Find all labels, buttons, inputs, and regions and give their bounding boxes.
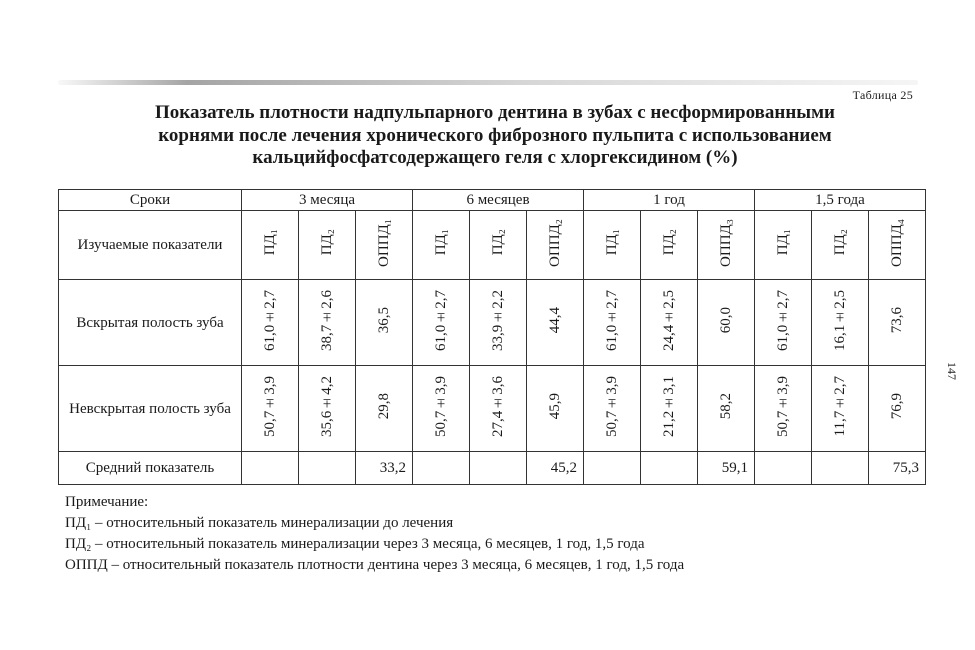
column-header-text: ПД₂ bbox=[831, 229, 848, 256]
column-header bbox=[812, 211, 869, 280]
note-line: ПД₂ – относительный показатель минерализации через 3 месяца, 6 месяцев, 1 год, 1,5 года bbox=[65, 536, 645, 552]
column-header-text: ПД₁ bbox=[774, 229, 791, 256]
cell-value: 21,2±3,1 bbox=[660, 375, 677, 437]
column-header-text: ПД₂ bbox=[489, 229, 506, 256]
table-cell bbox=[755, 452, 812, 485]
table-cell bbox=[755, 366, 812, 452]
table-cell bbox=[755, 280, 812, 366]
cell-value: 45,9 bbox=[546, 392, 563, 420]
cell-value: 33,9±2,2 bbox=[489, 289, 506, 351]
table-cell bbox=[641, 452, 698, 485]
table-cell bbox=[869, 280, 926, 366]
table-cell bbox=[641, 366, 698, 452]
table-cell bbox=[584, 452, 641, 485]
cell-value: 61,0±2,7 bbox=[261, 289, 278, 351]
data-table bbox=[58, 189, 926, 485]
note-line: ОППД – относительный показатель плотности дентина через 3 месяца, 6 месяцев, 1 год, 1,5 года bbox=[65, 557, 685, 573]
column-header bbox=[299, 211, 356, 280]
cell-value: 36,5 bbox=[375, 306, 392, 334]
table-cell bbox=[470, 280, 527, 366]
scan-artifact-line bbox=[58, 80, 918, 85]
table-cell bbox=[470, 366, 527, 452]
column-header bbox=[527, 211, 584, 280]
table-cell: 33,2 bbox=[356, 452, 413, 485]
table-cell bbox=[299, 452, 356, 485]
table-cell bbox=[242, 280, 299, 366]
table-cell bbox=[527, 366, 584, 452]
column-header bbox=[584, 211, 641, 280]
column-header bbox=[470, 211, 527, 280]
indicators-header-cell: Изучаемые показатели bbox=[59, 211, 242, 280]
table-cell bbox=[242, 452, 299, 485]
cell-value: 61,0±2,7 bbox=[432, 289, 449, 351]
cell-value: 24,4±2,5 bbox=[660, 289, 677, 351]
column-header-text: ОППД₁ bbox=[375, 218, 392, 267]
table-cell bbox=[812, 366, 869, 452]
cell-value: 50,7±3,9 bbox=[774, 375, 791, 437]
table-cell bbox=[584, 366, 641, 452]
column-header bbox=[641, 211, 698, 280]
table-cell bbox=[242, 366, 299, 452]
cell-value: 76,9 bbox=[888, 392, 905, 420]
table-cell bbox=[584, 280, 641, 366]
table-cell: 75,3 bbox=[869, 452, 926, 485]
note-line: ПД₁ – относительный показатель минерализации до лечения bbox=[65, 515, 454, 531]
table-cell bbox=[413, 452, 470, 485]
cell-value: 44,4 bbox=[546, 306, 563, 334]
cell-value: 16,1±2,5 bbox=[831, 289, 848, 351]
period-header-6m: 6 месяцев bbox=[413, 190, 584, 211]
cell-value: 73,6 bbox=[888, 306, 905, 334]
table-cell bbox=[413, 280, 470, 366]
cell-value: 11,7±2,7 bbox=[831, 375, 848, 437]
cell-value: 50,7±3,9 bbox=[261, 375, 278, 437]
notes-heading: Примечание: bbox=[65, 494, 149, 510]
table-row-closed-cavity bbox=[59, 366, 926, 452]
cell-value: 38,7±2,6 bbox=[318, 289, 335, 351]
table-cell bbox=[299, 366, 356, 452]
column-header bbox=[755, 211, 812, 280]
table-title bbox=[60, 102, 930, 170]
table-row-opened-cavity bbox=[59, 280, 926, 366]
cell-value: 50,7±3,9 bbox=[603, 375, 620, 437]
table-header-row-periods bbox=[59, 190, 926, 211]
cell-value: 29,8 bbox=[375, 392, 392, 420]
table-cell bbox=[356, 366, 413, 452]
table-cell bbox=[470, 452, 527, 485]
row-label: Средний показатель bbox=[59, 452, 242, 485]
column-header-text: ПД₁ bbox=[603, 229, 620, 256]
table-cell bbox=[527, 280, 584, 366]
table-cell: 59,1 bbox=[698, 452, 755, 485]
table-cell bbox=[641, 280, 698, 366]
page-number: 147 bbox=[945, 362, 959, 380]
table-cell bbox=[413, 366, 470, 452]
cell-value: 61,0±2,7 bbox=[774, 289, 791, 351]
cell-value: 35,6±4,2 bbox=[318, 375, 335, 437]
period-header-1-5y: 1,5 года bbox=[755, 190, 926, 211]
column-header-text: ПД₂ bbox=[660, 229, 677, 256]
column-header-text: ОППД₂ bbox=[546, 218, 563, 267]
row-label: Вскрытая полость зуба bbox=[59, 280, 242, 366]
period-header-3m: 3 месяца bbox=[242, 190, 413, 211]
table-cell bbox=[299, 280, 356, 366]
table-cell: 45,2 bbox=[527, 452, 584, 485]
cell-value: 50,7±3,9 bbox=[432, 375, 449, 437]
column-header-text: ОППД₄ bbox=[888, 218, 905, 267]
row-label: Невскрытая полость зуба bbox=[59, 366, 242, 452]
table-cell bbox=[812, 452, 869, 485]
period-header-1y: 1 год bbox=[584, 190, 755, 211]
title-line-2: корнями после лечения хронического фиброзного пульпита с использованием bbox=[158, 124, 832, 146]
table-number: Таблица 25 bbox=[852, 88, 913, 102]
cell-value: 58,2 bbox=[717, 392, 734, 420]
column-header-text: ОППД₃ bbox=[717, 218, 734, 267]
table-header-row-indicators bbox=[59, 211, 926, 280]
table-cell bbox=[869, 366, 926, 452]
column-header bbox=[242, 211, 299, 280]
cell-value: 61,0±2,7 bbox=[603, 289, 620, 351]
column-header bbox=[869, 211, 926, 280]
table-row-average bbox=[59, 452, 926, 485]
column-header bbox=[356, 211, 413, 280]
title-line-1: Показатель плотности надпульпарного дентина в зубах с несформированными bbox=[155, 102, 835, 123]
title-line-3: кальцийфосфатсодержащего геля с хлоргексидином (%) bbox=[252, 147, 738, 168]
table-cell bbox=[356, 280, 413, 366]
column-header bbox=[698, 211, 755, 280]
cell-value: 27,4±3,6 bbox=[489, 375, 506, 437]
column-header-text: ПД₁ bbox=[432, 229, 449, 256]
table-cell bbox=[698, 280, 755, 366]
column-header-text: ПД₂ bbox=[318, 229, 335, 256]
terms-header-cell: Сроки bbox=[59, 190, 242, 211]
notes-block bbox=[65, 492, 684, 576]
table-cell bbox=[812, 280, 869, 366]
column-header bbox=[413, 211, 470, 280]
table-cell bbox=[698, 366, 755, 452]
cell-value: 60,0 bbox=[717, 306, 734, 334]
column-header-text: ПД₁ bbox=[261, 229, 278, 256]
